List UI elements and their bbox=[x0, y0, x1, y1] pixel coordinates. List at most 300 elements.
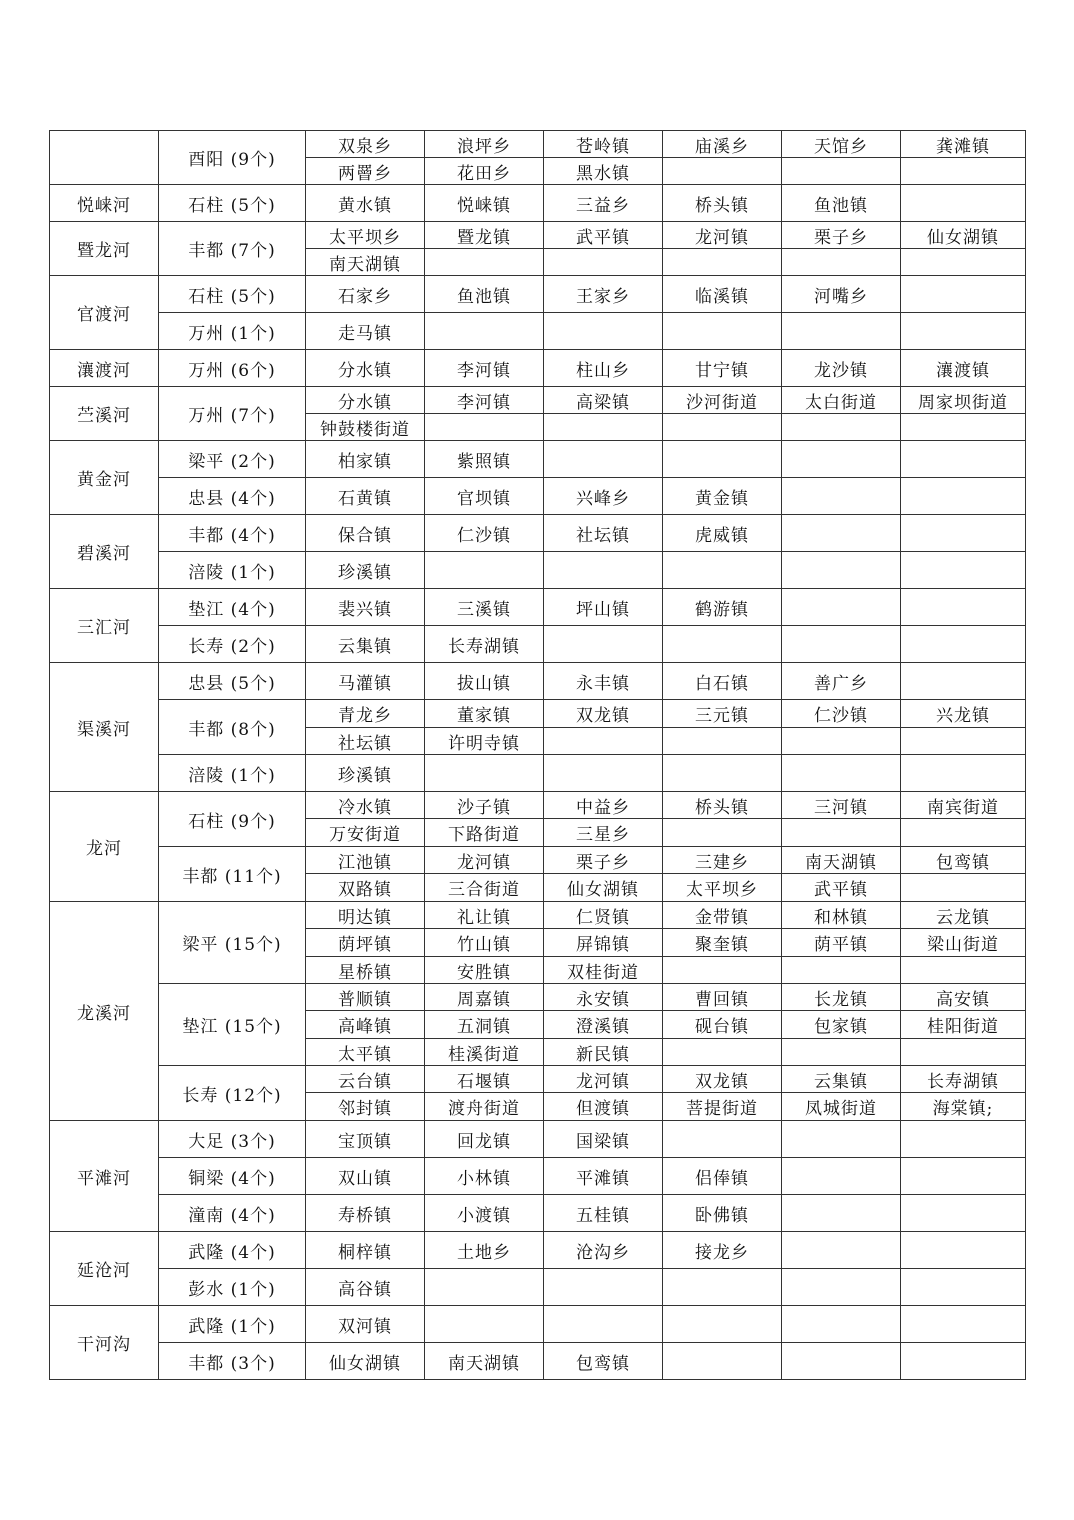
town-cell: 太平坝乡 bbox=[663, 874, 782, 902]
town-cell: 三溪镇 bbox=[425, 589, 544, 626]
town-cell: 普顺镇 bbox=[306, 984, 425, 1011]
district-cell: 丰都 (4个) bbox=[159, 515, 306, 552]
town-cell: 钟鼓楼街道 bbox=[306, 414, 425, 441]
district-cell: 石柱 (5个) bbox=[159, 276, 306, 313]
town-cell: 双山镇 bbox=[306, 1158, 425, 1195]
town-cell: 高梁镇 bbox=[544, 387, 663, 414]
district-cell: 武隆 (1个) bbox=[159, 1306, 306, 1343]
town-cell: 安胜镇 bbox=[425, 957, 544, 984]
table-row bbox=[50, 387, 1026, 414]
town-cell: 兴龙镇 bbox=[901, 700, 1026, 728]
district-cell: 长寿 (2个) bbox=[159, 626, 306, 663]
town-cell: 社坛镇 bbox=[544, 515, 663, 552]
town-cell: 仁沙镇 bbox=[425, 515, 544, 552]
town-cell: 高安镇 bbox=[901, 984, 1026, 1011]
table-row bbox=[50, 1066, 1026, 1093]
town-cell bbox=[782, 589, 901, 626]
table-row bbox=[50, 515, 1026, 552]
town-cell: 云集镇 bbox=[782, 1066, 901, 1093]
town-cell: 荫坪镇 bbox=[306, 929, 425, 957]
town-cell: 和林镇 bbox=[782, 902, 901, 929]
table-row bbox=[50, 984, 1026, 1011]
town-cell: 仙女湖镇 bbox=[544, 874, 663, 902]
town-cell bbox=[782, 249, 901, 276]
town-cell: 三河镇 bbox=[782, 792, 901, 819]
town-cell bbox=[544, 626, 663, 663]
table-row bbox=[50, 626, 1026, 663]
town-cell: 龙河镇 bbox=[663, 222, 782, 249]
town-cell: 官坝镇 bbox=[425, 478, 544, 515]
town-cell: 桐梓镇 bbox=[306, 1232, 425, 1269]
town-cell: 周嘉镇 bbox=[425, 984, 544, 1011]
town-cell: 走马镇 bbox=[306, 313, 425, 350]
table-row bbox=[50, 663, 1026, 700]
town-cell bbox=[544, 755, 663, 792]
river-name-cell bbox=[50, 131, 159, 185]
town-cell bbox=[663, 1343, 782, 1380]
river-name-cell: 瀼渡河 bbox=[50, 350, 159, 387]
town-cell: 五桂镇 bbox=[544, 1195, 663, 1232]
town-cell: 栗子乡 bbox=[782, 222, 901, 249]
town-cell bbox=[901, 249, 1026, 276]
table-row bbox=[50, 313, 1026, 350]
town-cell bbox=[425, 552, 544, 589]
town-cell: 但渡镇 bbox=[544, 1093, 663, 1121]
town-cell bbox=[782, 957, 901, 984]
town-cell bbox=[901, 589, 1026, 626]
town-cell: 竹山镇 bbox=[425, 929, 544, 957]
table-row bbox=[50, 902, 1026, 929]
town-cell: 天馆乡 bbox=[782, 131, 901, 158]
town-cell bbox=[901, 441, 1026, 478]
table-row bbox=[50, 1158, 1026, 1195]
table-row bbox=[50, 1121, 1026, 1158]
river-name-cell: 渠溪河 bbox=[50, 663, 159, 792]
town-cell: 黑水镇 bbox=[544, 158, 663, 185]
town-cell: 李河镇 bbox=[425, 387, 544, 414]
town-cell bbox=[901, 478, 1026, 515]
town-cell: 土地乡 bbox=[425, 1232, 544, 1269]
town-cell bbox=[663, 728, 782, 755]
town-cell bbox=[544, 552, 663, 589]
town-cell bbox=[901, 185, 1026, 222]
town-cell bbox=[901, 626, 1026, 663]
town-cell: 双桂街道 bbox=[544, 957, 663, 984]
town-cell: 接龙乡 bbox=[663, 1232, 782, 1269]
town-cell: 社坛镇 bbox=[306, 728, 425, 755]
town-cell: 石堰镇 bbox=[425, 1066, 544, 1093]
town-cell: 包鸾镇 bbox=[901, 847, 1026, 874]
district-cell: 垫江 (15个) bbox=[159, 984, 306, 1066]
town-cell: 保合镇 bbox=[306, 515, 425, 552]
town-cell: 桥头镇 bbox=[663, 185, 782, 222]
town-cell: 回龙镇 bbox=[425, 1121, 544, 1158]
town-cell: 明达镇 bbox=[306, 902, 425, 929]
town-cell bbox=[782, 1306, 901, 1343]
table-row bbox=[50, 1306, 1026, 1343]
town-cell bbox=[782, 1121, 901, 1158]
town-cell: 柱山乡 bbox=[544, 350, 663, 387]
town-cell: 梁山街道 bbox=[901, 929, 1026, 957]
town-cell: 桂阳街道 bbox=[901, 1011, 1026, 1039]
town-cell bbox=[663, 755, 782, 792]
town-cell: 双龙镇 bbox=[663, 1066, 782, 1093]
district-cell: 石柱 (9个) bbox=[159, 792, 306, 847]
town-cell: 苍岭镇 bbox=[544, 131, 663, 158]
town-cell: 云台镇 bbox=[306, 1066, 425, 1093]
town-cell: 中益乡 bbox=[544, 792, 663, 819]
district-cell: 丰都 (7个) bbox=[159, 222, 306, 276]
town-cell bbox=[901, 1121, 1026, 1158]
town-cell: 江池镇 bbox=[306, 847, 425, 874]
river-name-cell: 黄金河 bbox=[50, 441, 159, 515]
town-cell: 仁沙镇 bbox=[782, 700, 901, 728]
river-town-table bbox=[49, 130, 1026, 1380]
river-name-cell: 延沧河 bbox=[50, 1232, 159, 1306]
town-cell bbox=[663, 249, 782, 276]
town-cell bbox=[544, 414, 663, 441]
town-cell: 曹回镇 bbox=[663, 984, 782, 1011]
town-cell: 长寿湖镇 bbox=[901, 1066, 1026, 1093]
town-cell: 冷水镇 bbox=[306, 792, 425, 819]
table-row bbox=[50, 792, 1026, 819]
town-cell: 沙河街道 bbox=[663, 387, 782, 414]
town-cell bbox=[544, 441, 663, 478]
town-cell: 鱼池镇 bbox=[782, 185, 901, 222]
town-cell bbox=[901, 414, 1026, 441]
river-name-cell: 暨龙河 bbox=[50, 222, 159, 276]
town-cell bbox=[901, 1039, 1026, 1066]
town-cell: 马灌镇 bbox=[306, 663, 425, 700]
town-cell: 太平镇 bbox=[306, 1039, 425, 1066]
town-cell: 仙女湖镇 bbox=[901, 222, 1026, 249]
town-cell: 屏锦镇 bbox=[544, 929, 663, 957]
town-cell bbox=[425, 313, 544, 350]
town-cell: 三建乡 bbox=[663, 847, 782, 874]
town-cell bbox=[901, 158, 1026, 185]
town-cell: 白石镇 bbox=[663, 663, 782, 700]
town-cell bbox=[901, 552, 1026, 589]
town-cell: 分水镇 bbox=[306, 350, 425, 387]
town-cell: 珍溪镇 bbox=[306, 755, 425, 792]
river-name-cell: 苎溪河 bbox=[50, 387, 159, 441]
town-cell: 浪坪乡 bbox=[425, 131, 544, 158]
table-row bbox=[50, 552, 1026, 589]
town-cell: 武平镇 bbox=[544, 222, 663, 249]
town-cell bbox=[901, 1158, 1026, 1195]
town-cell: 澄溪镇 bbox=[544, 1011, 663, 1039]
town-cell bbox=[544, 313, 663, 350]
table-row bbox=[50, 1269, 1026, 1306]
town-cell bbox=[782, 1039, 901, 1066]
town-cell bbox=[901, 819, 1026, 847]
district-cell: 潼南 (4个) bbox=[159, 1195, 306, 1232]
town-cell: 卧佛镇 bbox=[663, 1195, 782, 1232]
town-cell bbox=[901, 1343, 1026, 1380]
town-cell: 悦崃镇 bbox=[425, 185, 544, 222]
district-cell: 丰都 (3个) bbox=[159, 1343, 306, 1380]
town-cell bbox=[544, 1269, 663, 1306]
town-cell: 海棠镇; bbox=[901, 1093, 1026, 1121]
town-cell: 龙河镇 bbox=[544, 1066, 663, 1093]
table-row bbox=[50, 700, 1026, 728]
town-cell: 许明寺镇 bbox=[425, 728, 544, 755]
town-cell: 太白街道 bbox=[782, 387, 901, 414]
town-cell bbox=[782, 1343, 901, 1380]
river-name-cell: 平滩河 bbox=[50, 1121, 159, 1232]
district-cell: 涪陵 (1个) bbox=[159, 755, 306, 792]
district-cell: 铜梁 (4个) bbox=[159, 1158, 306, 1195]
town-cell bbox=[663, 414, 782, 441]
town-cell: 拔山镇 bbox=[425, 663, 544, 700]
town-cell: 两罾乡 bbox=[306, 158, 425, 185]
town-cell: 庙溪乡 bbox=[663, 131, 782, 158]
town-cell: 黄水镇 bbox=[306, 185, 425, 222]
town-cell bbox=[901, 1195, 1026, 1232]
town-cell: 金带镇 bbox=[663, 902, 782, 929]
town-cell: 董家镇 bbox=[425, 700, 544, 728]
town-cell: 五洞镇 bbox=[425, 1011, 544, 1039]
town-cell: 珍溪镇 bbox=[306, 552, 425, 589]
table-row bbox=[50, 755, 1026, 792]
town-cell bbox=[425, 249, 544, 276]
town-cell: 邻封镇 bbox=[306, 1093, 425, 1121]
town-cell bbox=[544, 249, 663, 276]
river-name-cell: 悦崃河 bbox=[50, 185, 159, 222]
table-row bbox=[50, 222, 1026, 249]
town-cell: 三益乡 bbox=[544, 185, 663, 222]
town-cell: 龙沙镇 bbox=[782, 350, 901, 387]
town-cell: 双河镇 bbox=[306, 1306, 425, 1343]
district-cell: 垫江 (4个) bbox=[159, 589, 306, 626]
town-cell bbox=[544, 1306, 663, 1343]
town-cell bbox=[663, 626, 782, 663]
district-cell: 长寿 (12个) bbox=[159, 1066, 306, 1121]
town-cell bbox=[663, 1039, 782, 1066]
town-cell: 三元镇 bbox=[663, 700, 782, 728]
town-cell: 双路镇 bbox=[306, 874, 425, 902]
table-row bbox=[50, 276, 1026, 313]
town-cell bbox=[782, 1269, 901, 1306]
district-cell: 万州 (6个) bbox=[159, 350, 306, 387]
town-cell: 双龙镇 bbox=[544, 700, 663, 728]
river-name-cell: 龙河 bbox=[50, 792, 159, 902]
town-cell bbox=[782, 1195, 901, 1232]
town-cell bbox=[663, 552, 782, 589]
town-cell: 临溪镇 bbox=[663, 276, 782, 313]
district-cell: 大足 (3个) bbox=[159, 1121, 306, 1158]
district-cell: 万州 (1个) bbox=[159, 313, 306, 350]
river-name-cell: 龙溪河 bbox=[50, 902, 159, 1121]
table-row bbox=[50, 478, 1026, 515]
town-cell: 三星乡 bbox=[544, 819, 663, 847]
town-cell: 国梁镇 bbox=[544, 1121, 663, 1158]
town-cell bbox=[663, 1306, 782, 1343]
town-cell: 王家乡 bbox=[544, 276, 663, 313]
town-cell bbox=[425, 1269, 544, 1306]
town-cell: 荫平镇 bbox=[782, 929, 901, 957]
town-cell bbox=[901, 663, 1026, 700]
town-cell bbox=[663, 1269, 782, 1306]
town-cell: 高谷镇 bbox=[306, 1269, 425, 1306]
town-cell bbox=[901, 728, 1026, 755]
town-cell: 渡舟街道 bbox=[425, 1093, 544, 1121]
town-cell: 坪山镇 bbox=[544, 589, 663, 626]
town-cell bbox=[901, 957, 1026, 984]
river-name-cell: 碧溪河 bbox=[50, 515, 159, 589]
town-cell bbox=[782, 414, 901, 441]
town-cell: 云龙镇 bbox=[901, 902, 1026, 929]
town-cell: 下路街道 bbox=[425, 819, 544, 847]
table-row bbox=[50, 847, 1026, 874]
town-cell: 凤城街道 bbox=[782, 1093, 901, 1121]
town-cell: 石家乡 bbox=[306, 276, 425, 313]
town-cell: 长寿湖镇 bbox=[425, 626, 544, 663]
town-cell: 寿桥镇 bbox=[306, 1195, 425, 1232]
town-cell: 兴峰乡 bbox=[544, 478, 663, 515]
town-cell bbox=[782, 441, 901, 478]
town-cell: 青龙乡 bbox=[306, 700, 425, 728]
town-cell: 仁贤镇 bbox=[544, 902, 663, 929]
town-cell: 暨龙镇 bbox=[425, 222, 544, 249]
town-cell: 武平镇 bbox=[782, 874, 901, 902]
town-cell bbox=[901, 1232, 1026, 1269]
river-name-cell: 官渡河 bbox=[50, 276, 159, 350]
district-cell: 丰都 (11个) bbox=[159, 847, 306, 902]
district-cell: 丰都 (8个) bbox=[159, 700, 306, 755]
town-cell: 礼让镇 bbox=[425, 902, 544, 929]
town-cell bbox=[425, 1306, 544, 1343]
district-cell: 梁平 (2个) bbox=[159, 441, 306, 478]
town-cell: 善广乡 bbox=[782, 663, 901, 700]
town-cell: 星桥镇 bbox=[306, 957, 425, 984]
town-cell bbox=[663, 1121, 782, 1158]
town-cell bbox=[782, 626, 901, 663]
town-cell: 南天湖镇 bbox=[425, 1343, 544, 1380]
town-cell bbox=[901, 755, 1026, 792]
district-cell: 涪陵 (1个) bbox=[159, 552, 306, 589]
town-cell bbox=[901, 515, 1026, 552]
town-cell: 黄金镇 bbox=[663, 478, 782, 515]
town-cell: 龙河镇 bbox=[425, 847, 544, 874]
town-cell: 沧沟乡 bbox=[544, 1232, 663, 1269]
town-cell: 永安镇 bbox=[544, 984, 663, 1011]
town-cell: 长龙镇 bbox=[782, 984, 901, 1011]
town-cell: 三合街道 bbox=[425, 874, 544, 902]
town-cell bbox=[901, 874, 1026, 902]
town-cell bbox=[782, 478, 901, 515]
town-cell: 南天湖镇 bbox=[306, 249, 425, 276]
district-cell: 酉阳 (9个) bbox=[159, 131, 306, 185]
town-cell bbox=[901, 276, 1026, 313]
district-cell: 忠县 (5个) bbox=[159, 663, 306, 700]
table-row bbox=[50, 1343, 1026, 1380]
town-cell bbox=[782, 728, 901, 755]
town-cell: 虎威镇 bbox=[663, 515, 782, 552]
town-cell bbox=[544, 728, 663, 755]
town-cell: 鱼池镇 bbox=[425, 276, 544, 313]
town-cell bbox=[663, 957, 782, 984]
town-cell: 栗子乡 bbox=[544, 847, 663, 874]
town-cell: 龚滩镇 bbox=[901, 131, 1026, 158]
district-cell: 梁平 (15个) bbox=[159, 902, 306, 984]
river-name-cell: 干河沟 bbox=[50, 1306, 159, 1380]
town-cell bbox=[663, 819, 782, 847]
town-cell: 河嘴乡 bbox=[782, 276, 901, 313]
table-row bbox=[50, 589, 1026, 626]
table-row bbox=[50, 1195, 1026, 1232]
town-cell: 砚台镇 bbox=[663, 1011, 782, 1039]
table-row bbox=[50, 131, 1026, 158]
town-cell bbox=[782, 158, 901, 185]
table-row bbox=[50, 441, 1026, 478]
town-cell bbox=[663, 158, 782, 185]
town-cell: 宝顶镇 bbox=[306, 1121, 425, 1158]
town-cell bbox=[901, 1269, 1026, 1306]
town-cell: 万安街道 bbox=[306, 819, 425, 847]
town-cell: 平滩镇 bbox=[544, 1158, 663, 1195]
town-cell: 包鸾镇 bbox=[544, 1343, 663, 1380]
town-cell: 分水镇 bbox=[306, 387, 425, 414]
district-cell: 武隆 (4个) bbox=[159, 1232, 306, 1269]
town-cell bbox=[663, 313, 782, 350]
town-cell: 石黄镇 bbox=[306, 478, 425, 515]
town-cell: 侣俸镇 bbox=[663, 1158, 782, 1195]
town-cell bbox=[901, 313, 1026, 350]
town-cell: 鹤游镇 bbox=[663, 589, 782, 626]
town-cell: 小渡镇 bbox=[425, 1195, 544, 1232]
table-row bbox=[50, 185, 1026, 222]
table-row bbox=[50, 1232, 1026, 1269]
town-cell: 永丰镇 bbox=[544, 663, 663, 700]
district-cell: 万州 (7个) bbox=[159, 387, 306, 441]
town-cell: 太平坝乡 bbox=[306, 222, 425, 249]
town-cell bbox=[782, 819, 901, 847]
town-cell: 瀼渡镇 bbox=[901, 350, 1026, 387]
town-cell: 南宾街道 bbox=[901, 792, 1026, 819]
district-cell: 石柱 (5个) bbox=[159, 185, 306, 222]
town-cell bbox=[782, 1158, 901, 1195]
town-cell: 花田乡 bbox=[425, 158, 544, 185]
town-cell: 桥头镇 bbox=[663, 792, 782, 819]
town-cell bbox=[782, 755, 901, 792]
town-cell: 李河镇 bbox=[425, 350, 544, 387]
town-cell: 小林镇 bbox=[425, 1158, 544, 1195]
town-cell bbox=[663, 441, 782, 478]
town-cell: 甘宁镇 bbox=[663, 350, 782, 387]
town-cell: 周家坝街道 bbox=[901, 387, 1026, 414]
town-cell: 南天湖镇 bbox=[782, 847, 901, 874]
town-cell bbox=[425, 414, 544, 441]
district-cell: 彭水 (1个) bbox=[159, 1269, 306, 1306]
town-cell: 高峰镇 bbox=[306, 1011, 425, 1039]
town-cell: 包家镇 bbox=[782, 1011, 901, 1039]
town-cell bbox=[782, 552, 901, 589]
town-cell: 仙女湖镇 bbox=[306, 1343, 425, 1380]
town-cell: 裴兴镇 bbox=[306, 589, 425, 626]
town-cell bbox=[782, 1232, 901, 1269]
town-cell bbox=[425, 755, 544, 792]
town-cell: 菩提街道 bbox=[663, 1093, 782, 1121]
town-cell: 紫照镇 bbox=[425, 441, 544, 478]
town-cell bbox=[782, 313, 901, 350]
town-cell: 沙子镇 bbox=[425, 792, 544, 819]
town-cell: 双泉乡 bbox=[306, 131, 425, 158]
table-row bbox=[50, 350, 1026, 387]
district-cell: 忠县 (4个) bbox=[159, 478, 306, 515]
town-cell: 新民镇 bbox=[544, 1039, 663, 1066]
town-cell bbox=[901, 1306, 1026, 1343]
